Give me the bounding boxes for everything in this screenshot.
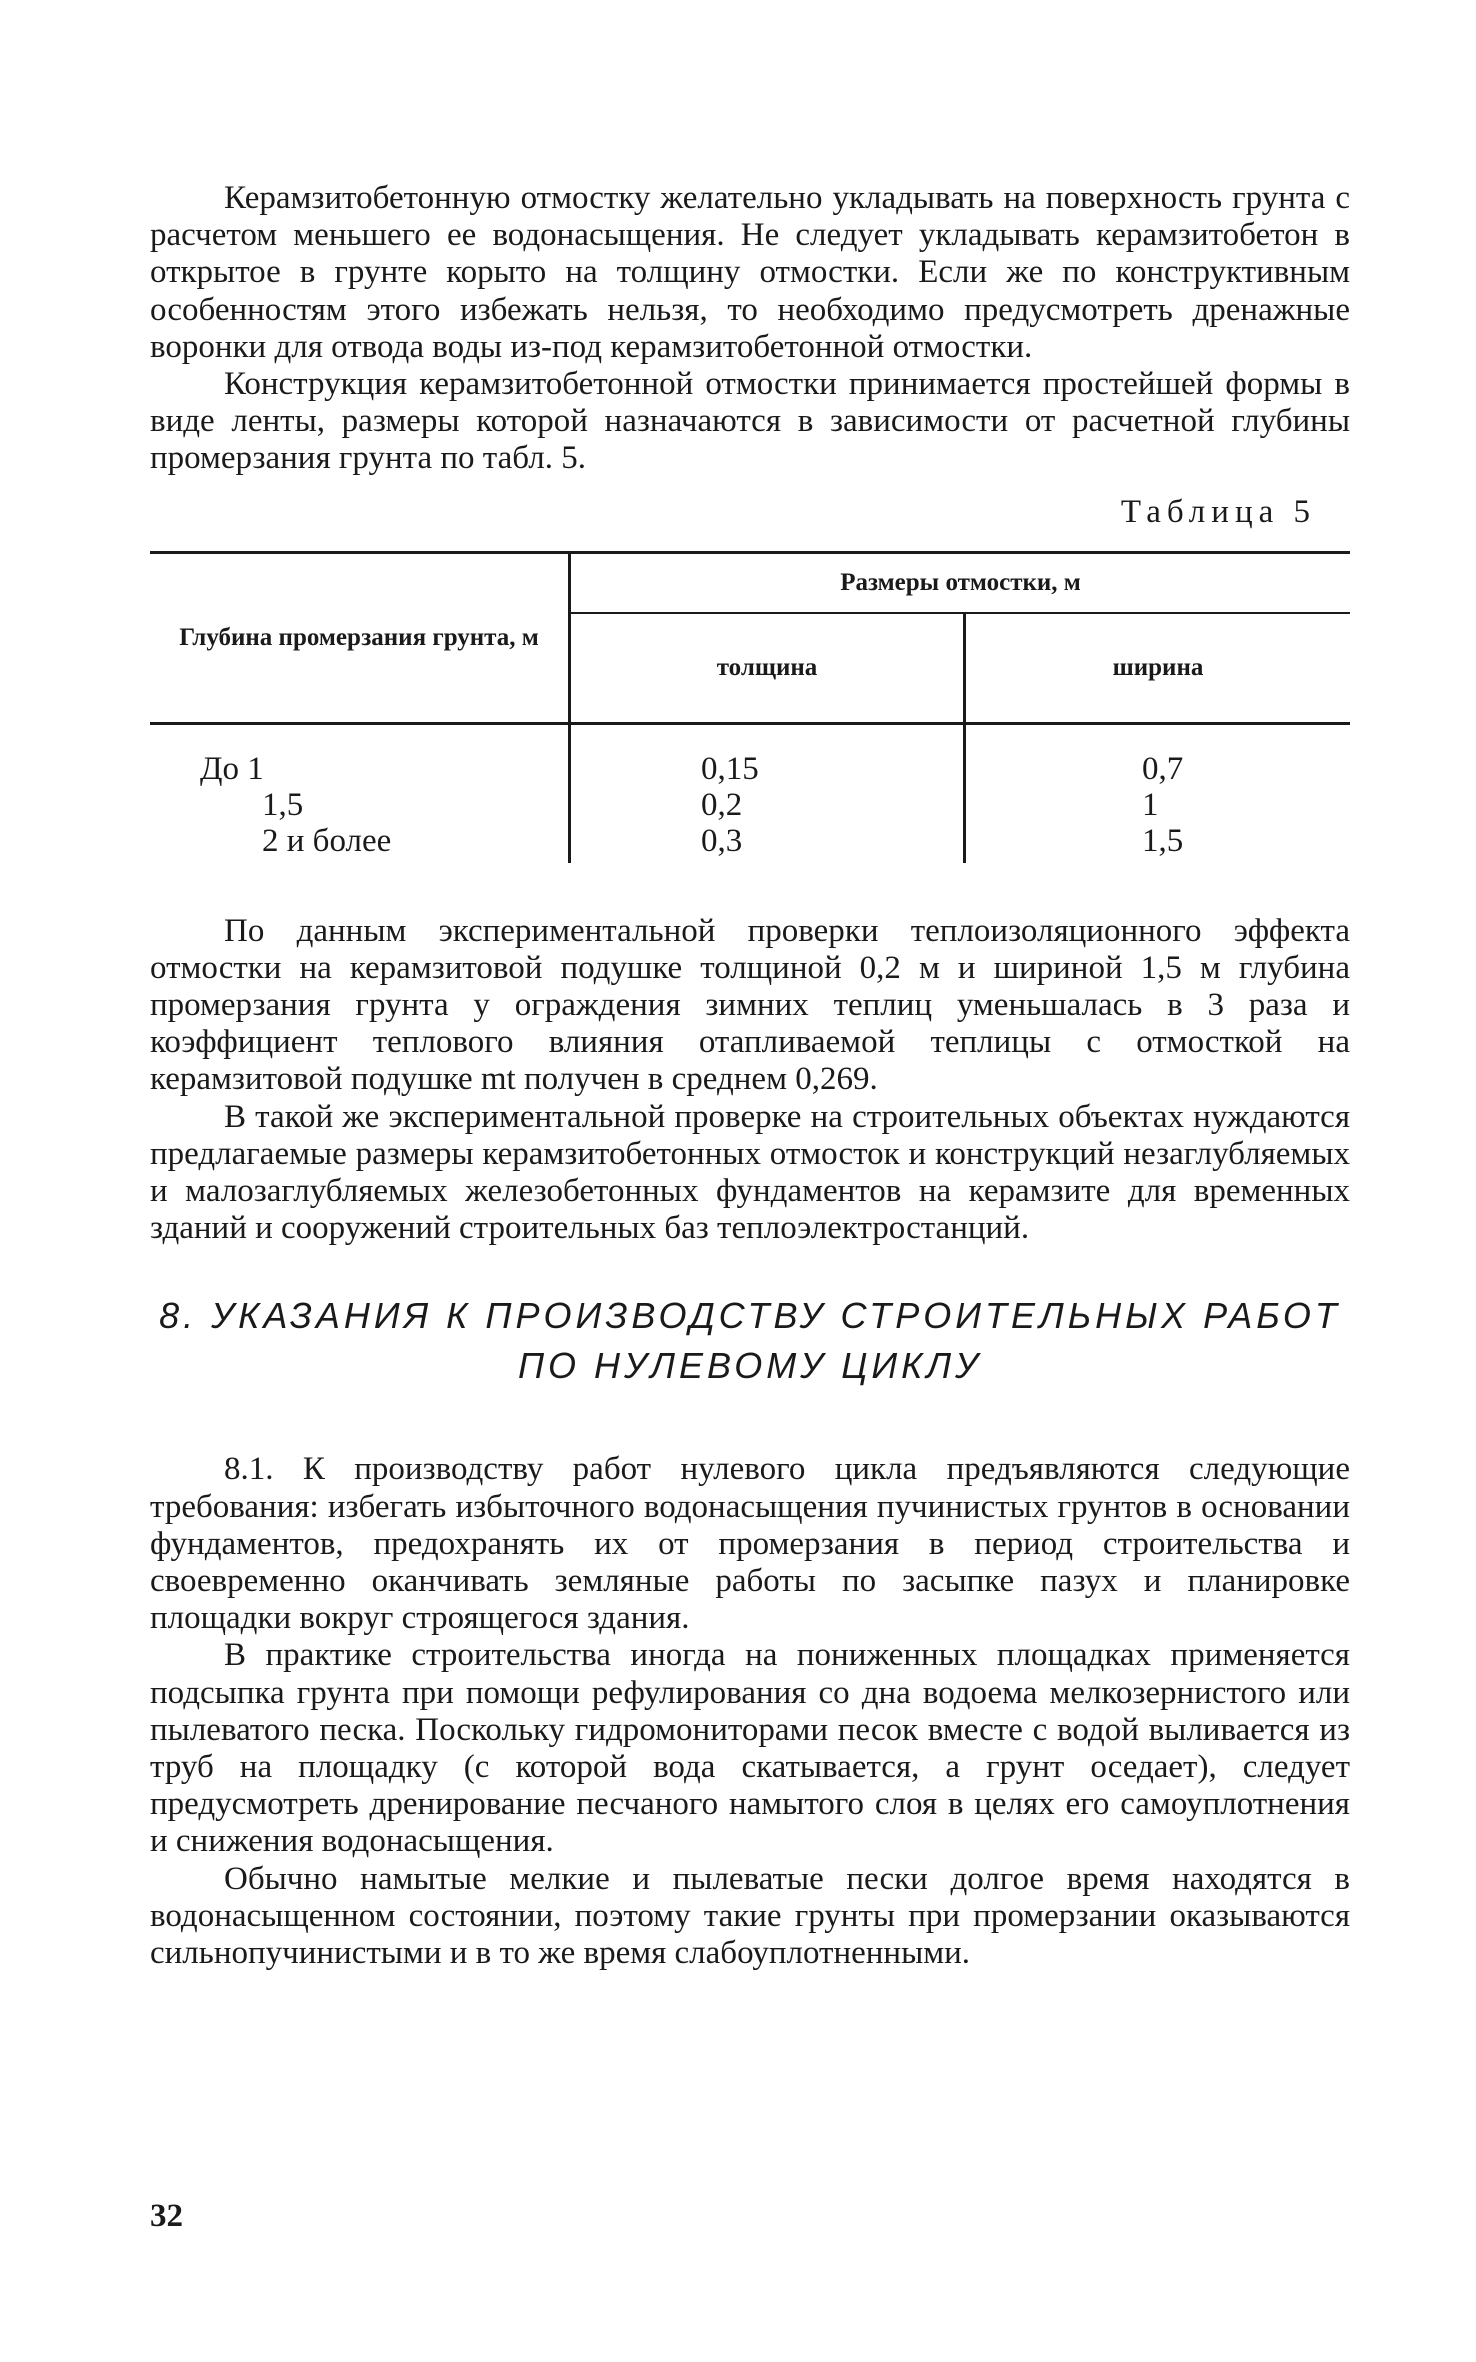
column-depth	[150, 723, 570, 863]
table-cell: 2 и более	[262, 822, 392, 859]
paragraph-experiment-2: В такой же экспериментальной проверке на строительных объектах нуждаются предлагаемые размеры керамзитобетонных отмосток и конструкций незаглубляемых и малозаглубляемых железобетонных фундаментов на керамзите для временных зданий и сооружений строительных баз теплоэлектростанций.	[150, 1098, 1350, 1247]
section-heading-line-2: ПО НУЛЕВОМУ ЦИКЛУ	[517, 1345, 983, 1387]
section-heading	[150, 1291, 1350, 1391]
header-thickness: толщина	[570, 613, 965, 724]
paragraph-8-3: Обычно намытые мелкие и пылеватые пески долгое время находятся в водонасыщенном состоянии, поэтому такие грунты при промерзании оказываются сильнопучинистыми и в то же время слабоуплотненными.	[150, 1860, 1350, 1972]
table-cell: 1,5	[262, 786, 304, 823]
table-cell: До 1	[200, 750, 264, 787]
paragraph-intro-2: Конструкция керамзитобетонной отмостки принимается простейшей формы в виде ленты, размеры которой назначаются в зависимости от расчетной глубины промерзания грунта по табл. 5.	[150, 366, 1350, 477]
table-cell: 0,2	[701, 786, 743, 823]
header-width: ширина	[965, 613, 1351, 724]
frost-depth-table	[150, 551, 1350, 863]
column-width	[965, 723, 1351, 863]
paragraph-experiment-1: По данным экспериментальной проверки теплоизоляционного эффекта отмостки на керамзитовой подушке толщиной 0,2 м и шириной 1,5 м глубина промерзания грунта у ограждения зимних теплиц уменьшалась в 3 раза и коэффициент теплового влияния отапливаемой теплицы с отмосткой на керамзитовой подушке mt получен в среднем 0,269.	[150, 912, 1350, 1098]
table-cell: 0,15	[701, 750, 759, 787]
table-cell: 0,3	[701, 822, 743, 859]
paragraph-intro-1: Керамзитобетонную отмостку желательно укладывать на поверхность грунта с расчетом меньшего ее водонасыщения. Не следует укладывать керамзитобетон в открытое в грунте корыто на толщину отмостки. Если же по конструктивным особенностям этого избежать нельзя, то необходимо предусмотреть дренажные воронки для отвода воды из-под керамзитобетонной отмостки.	[150, 180, 1350, 365]
table-cell: 1	[1142, 786, 1159, 823]
column-thickness	[570, 723, 965, 863]
paragraph-8-2: В практике строительства иногда на пониженных площадках применяется подсыпка грунта при помощи рефулирования со дна водоема мелкозернистого или пылеватого песка. Поскольку гидромониторами песок вместе с водой выливается из труб на площадку (с которой вода скатывается, а грунт оседает), следует предусмотреть дренирование песчаного намытого слоя в целях его самоуплотнения и снижения водонасыщения.	[150, 1637, 1350, 1860]
header-sizes: Размеры отмостки, м	[570, 552, 1351, 613]
section-heading-line-1: 8. УКАЗАНИЯ К ПРОИЗВОДСТВУ СТРОИТЕЛЬНЫХ РАБОТ	[159, 1295, 1341, 1337]
header-depth: Глубина промерзания грунта, м	[150, 552, 570, 723]
table-cell: 1,5	[1142, 822, 1184, 859]
page-content	[150, 180, 1350, 1972]
table-caption: Таблица 5	[1120, 493, 1316, 530]
paragraph-8-1: 8.1. К производству работ нулевого цикла предъявляются следующие требования: избегать избыточного водонасыщения пучинистых грунтов в основании фундаментов, предохранять их от промерзания в период строительства и своевременно оканчивать земляные работы по засыпке пазух и планировке площадки вокруг строящегося здания.	[150, 1451, 1350, 1637]
table-cell: 0,7	[1142, 750, 1184, 787]
page-number: 32	[150, 2198, 183, 2234]
